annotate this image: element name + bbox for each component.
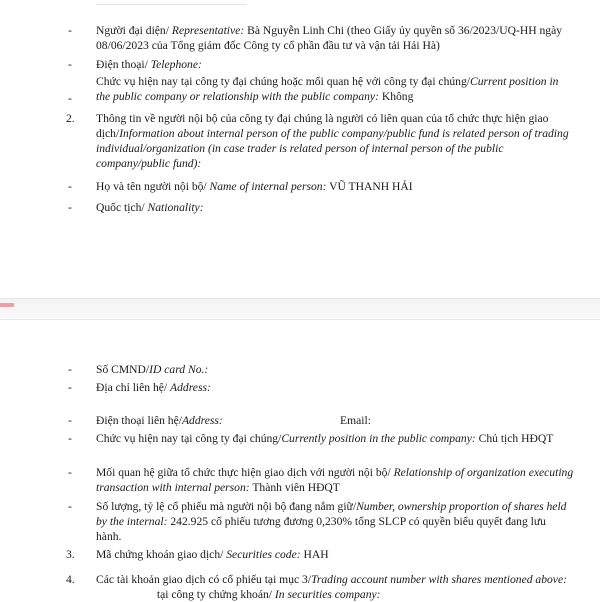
label-en: Representative:: [171, 24, 245, 37]
label-en: Relationship of organization executing transaction with internal person:: [96, 466, 574, 494]
representative-text: [96, 23, 574, 53]
label-vi: Chức vụ hiện nay tại công ty đại chúng/: [96, 432, 282, 445]
telephone-item: [0, 57, 574, 72]
label-en: Address:: [181, 414, 223, 427]
label-en-2: In securities company:: [274, 588, 381, 601]
section-3-item: [0, 547, 574, 562]
document-page-2: [0, 318, 600, 600]
value: 242.925 cổ phiếu tương đương 0,230% tổng SLCP có quyền biểu quyết đang lưu hành.: [96, 515, 546, 543]
nationality-text: [96, 200, 574, 215]
label-vi: Các tài khoản giao dịch có cổ phiếu tại mục 3/: [96, 573, 312, 586]
address-item: [0, 380, 574, 395]
value: Bà Nguyễn Linh Chi (theo Giấy ủy quyền số 36/2023/UQ-HH ngày 08/06/2023 của Tổng giám đốc Công ty cổ phần đầu tư và vận tải Hải Hà): [96, 24, 563, 52]
nationality-item: [0, 200, 574, 215]
bullet-dash: -: [68, 432, 72, 445]
label-vi: Họ và tên người nội bộ/: [96, 180, 210, 193]
label-en: Trading account number with shares mentioned above:: [311, 573, 567, 586]
bullet-dash: -: [68, 381, 72, 394]
page-break-mark: [0, 303, 14, 307]
id-card-item: [0, 362, 574, 377]
label-vi: Điện thoại/: [96, 58, 151, 71]
section-4-item: [0, 572, 574, 602]
value: tại công ty chứng khoán/: [96, 588, 275, 601]
internal-person-name-text: [96, 179, 574, 194]
relationship-text: [96, 465, 574, 495]
label-en: Name of internal person:: [209, 180, 327, 193]
label-en: ID card No.:: [149, 363, 209, 376]
label-vi: Người đại diện/: [96, 24, 172, 37]
label-vi: Mã chứng khoán giao dịch/: [96, 548, 227, 561]
contact-phone-item: [0, 413, 574, 428]
page-break: [0, 298, 600, 320]
telephone-text: [96, 57, 574, 72]
document-page-1: [0, 0, 600, 298]
value: Chủ tịch HĐQT: [475, 432, 554, 445]
relationship-item: [0, 465, 574, 495]
label-vi: Thông tin về người nội bộ của công ty đại chúng là người có liên quan của tổ chức thực hiện giao dịch/: [96, 112, 549, 140]
shares-held-text: [96, 499, 574, 544]
email-label: Email:: [340, 414, 371, 427]
section-2-text: [96, 111, 574, 171]
label-en: Currently position in the public company:: [281, 432, 476, 445]
label-vi: Số lượng, tỷ lệ cổ phiếu mà người nội bộ đang nắm giữ/: [96, 500, 357, 513]
label-en: Nationality:: [147, 201, 204, 214]
bullet-dash: -: [68, 500, 72, 513]
representative-item: [0, 23, 574, 53]
position-text: [96, 431, 574, 446]
section-number: 2.: [66, 112, 75, 125]
page-top-cutoff: [96, 0, 246, 5]
section-number: 3.: [66, 548, 75, 561]
value: Không: [378, 90, 414, 103]
bullet-dash: -: [68, 201, 72, 214]
value: Thành viên HĐQT: [249, 481, 340, 494]
label-en: Number, ownership proportion of shares held by the internal:: [96, 500, 567, 528]
bullet-dash: -: [68, 414, 72, 427]
section-3-text: [96, 547, 574, 562]
current-position-text: [96, 74, 574, 104]
bullet-dash: -: [68, 180, 72, 193]
label-vi: Mối quan hệ giữa tổ chức thực hiện giao dịch với người nội bộ/: [96, 466, 394, 479]
bullet-dash: -: [68, 466, 72, 479]
label-en: Current position in the public company or relationship with the public company:: [96, 75, 559, 103]
label-vi: Số CMND/: [96, 363, 150, 376]
current-position-item: [0, 74, 574, 104]
bullet-dash: -: [68, 363, 72, 376]
id-card-text: [96, 362, 574, 377]
label-en: Information about internal person of the public company/public fund is related person of trading individual/organization (in case trader is related person of internal person of the public company/public fund):: [96, 127, 569, 170]
label-en: Securities code:: [226, 548, 301, 561]
contact-phone-text: [96, 413, 574, 428]
internal-person-name-item: [0, 179, 574, 194]
position-item: [0, 431, 574, 446]
label-vi: Địa chỉ liên hệ/: [96, 381, 171, 394]
value: VŨ THANH HẢI: [326, 180, 413, 193]
section-2-item: [0, 111, 574, 171]
bullet-dash: -: [68, 92, 72, 105]
bullet-dash: -: [68, 24, 72, 37]
section-4-text: [96, 572, 574, 602]
label-en: Address:: [170, 381, 211, 394]
value: HAH: [300, 548, 329, 561]
shares-held-item: [0, 499, 574, 544]
section-number: 4.: [66, 573, 75, 586]
label-vi: Chức vụ hiện nay tại công ty đại chúng hoặc mối quan hệ với công ty đại chúng/: [96, 75, 470, 88]
bullet-dash: -: [68, 58, 72, 71]
address-text: [96, 380, 574, 395]
label-vi: Điện thoại liên hệ/: [96, 414, 182, 427]
label-vi: Quốc tịch/: [96, 201, 148, 214]
label-en: Telephone:: [150, 58, 202, 71]
